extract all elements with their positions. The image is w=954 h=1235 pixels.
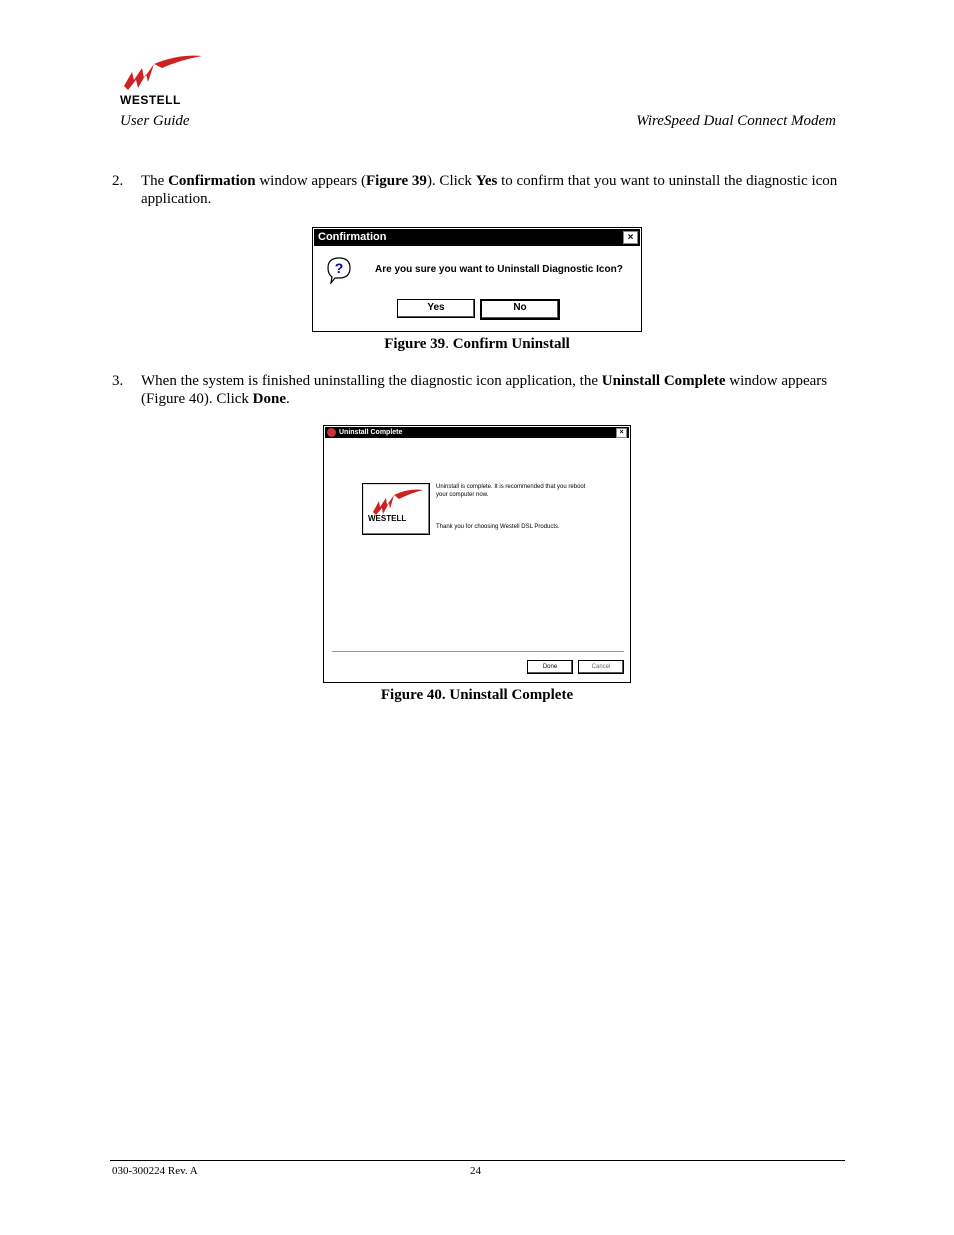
close-icon[interactable]: × [623,231,638,244]
step-2 [112,172,842,208]
text-run: When the system is finished uninstalling the diagnostic icon application, the [141,373,602,389]
step-text [141,372,842,408]
dialog-title-bar [314,229,640,246]
no-button[interactable]: No [480,299,560,320]
caption-title: Confirm Uninstall [452,336,570,352]
text-run: window appears (Figure 40). Click [141,373,828,407]
caption-label: Figure 39 [384,336,446,352]
bold-run: Uninstall Complete [601,373,726,389]
yes-button[interactable]: Yes [397,299,475,318]
question-icon [325,256,353,284]
cancel-button[interactable]: Cancel [578,660,624,674]
text-run: The [141,173,169,189]
dialog-title-bar [325,427,629,438]
bold-run: Done [252,391,286,407]
footer-rule [110,1160,845,1161]
page-number: 24 [470,1165,481,1177]
text-run: window appears ( [255,173,366,189]
figure-39-caption [0,336,954,353]
header-left: User Guide [120,113,190,129]
doc-number: 030-300224 Rev. A [112,1165,198,1177]
app-icon [327,428,336,437]
uninstall-complete-dialog [323,425,631,683]
step-3 [112,372,842,408]
dialog-title: Uninstall Complete [339,429,403,436]
caption-separator: . [445,336,453,352]
header-right: WireSpeed Dual Connect Modem [636,113,836,129]
step-text [141,172,842,208]
bold-run: Yes [475,173,498,189]
text-run: . [286,391,290,407]
confirmation-dialog [312,227,642,332]
bold-run: Figure 39 [365,173,427,189]
step-number: 3. [112,373,124,389]
bold-run: Confirmation [168,173,256,189]
divider [332,651,624,653]
dialog-message: Are you sure you want to Uninstall Diagnostic Icon? [375,264,623,275]
close-icon[interactable]: × [616,428,627,438]
westell-swoosh-icon [118,54,202,94]
step-number: 2. [112,173,124,189]
thanks-message: Thank you for choosing Westell DSL Products. [436,524,560,530]
dialog-title: Confirmation [318,231,387,243]
westell-logo-box [362,483,430,535]
text-run: ). Click [426,173,476,189]
done-button[interactable]: Done [527,660,573,674]
text-run: to confirm that you want to uninstall the diagnostic icon application. [141,173,838,207]
figure-40-caption: Figure 40. Uninstall Complete [380,687,574,703]
westell-swoosh-icon [367,488,427,516]
complete-message: Uninstall is complete. It is recommended that you reboot your computer now. [436,484,586,498]
logo-wordmark: WESTELL [368,514,407,523]
svg-text:?: ? [334,260,344,276]
logo-wordmark: WESTELL [120,93,181,107]
